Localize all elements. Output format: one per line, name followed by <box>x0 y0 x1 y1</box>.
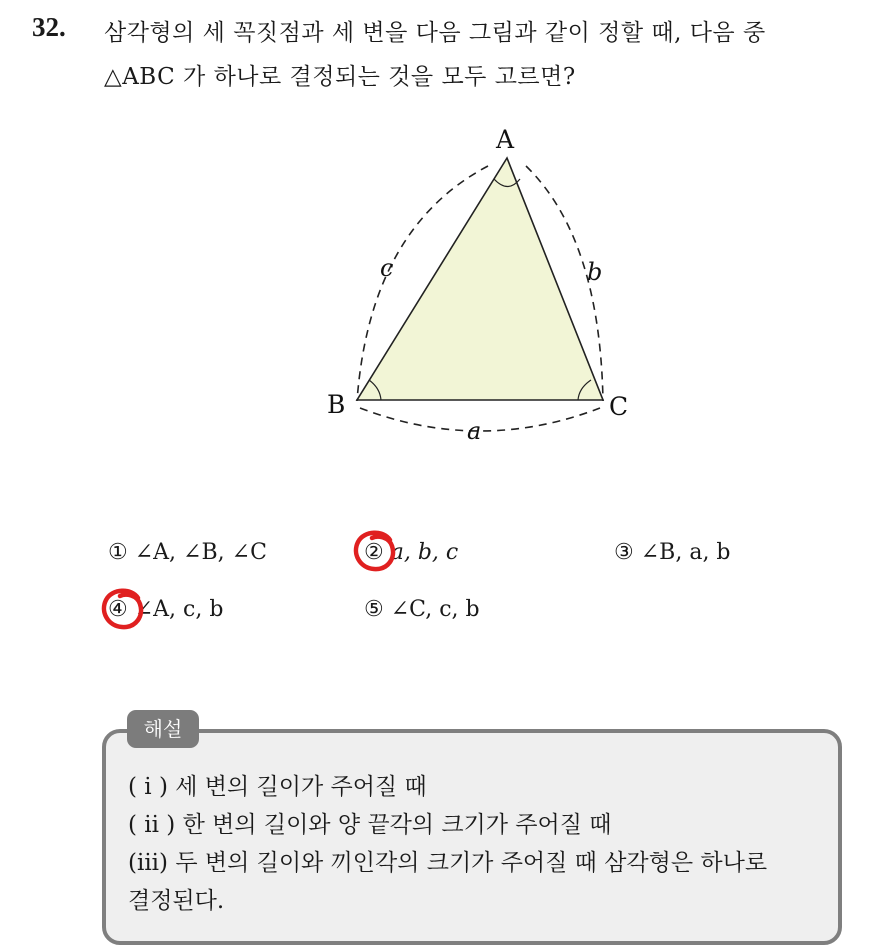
vertex-b-label: B <box>327 390 346 419</box>
triangle-figure <box>300 118 660 458</box>
solution-tag: 해설 <box>127 710 199 748</box>
choice-5[interactable] <box>364 597 480 622</box>
question-text-line-2: △ABC 가 하나로 결정되는 것을 모두 고르면? <box>104 64 576 90</box>
choice-3-marker: ③ <box>614 540 634 565</box>
question-number: 32. <box>32 12 66 42</box>
side-a-label: a <box>467 417 482 445</box>
choice-3[interactable] <box>614 540 731 565</box>
choice-4-marker: ④ <box>108 597 128 622</box>
solution-line-1: ( i ) 세 변의 길이가 주어질 때 <box>128 774 427 800</box>
vertex-a-label: A <box>496 125 515 154</box>
choice-1[interactable] <box>108 540 267 565</box>
solution-line-2: ( ii ) 한 변의 길이와 양 끝각의 크기가 주어질 때 <box>128 812 612 838</box>
choice-5-marker: ⑤ <box>364 597 384 622</box>
triangle-abc <box>357 158 603 400</box>
selection-circle-choice-2 <box>350 526 400 576</box>
selection-circle-choice-4 <box>98 584 148 634</box>
choice-2-text: a, b, c <box>390 540 459 565</box>
choice-5-text: ∠C, c, b <box>390 597 480 622</box>
choice-4-text: ∠A, c, b <box>134 597 224 622</box>
choice-3-text: ∠B, a, b <box>640 540 731 565</box>
solution-line-3: (iii) 두 변의 길이와 끼인각의 크기가 주어질 때 삼각형은 하나로 <box>128 850 768 876</box>
side-c-label: c <box>380 254 394 282</box>
side-b-label: b <box>587 258 603 286</box>
solution-line-4: 결정된다. <box>128 888 225 914</box>
choice-1-marker: ① <box>108 540 128 565</box>
choice-2-marker: ② <box>364 540 384 565</box>
choice-1-text: ∠A, ∠B, ∠C <box>134 540 267 565</box>
question-text-line-1: 삼각형의 세 꼭짓점과 세 변을 다음 그림과 같이 정할 때, 다음 중 <box>104 20 766 46</box>
vertex-c-label: C <box>609 392 629 421</box>
